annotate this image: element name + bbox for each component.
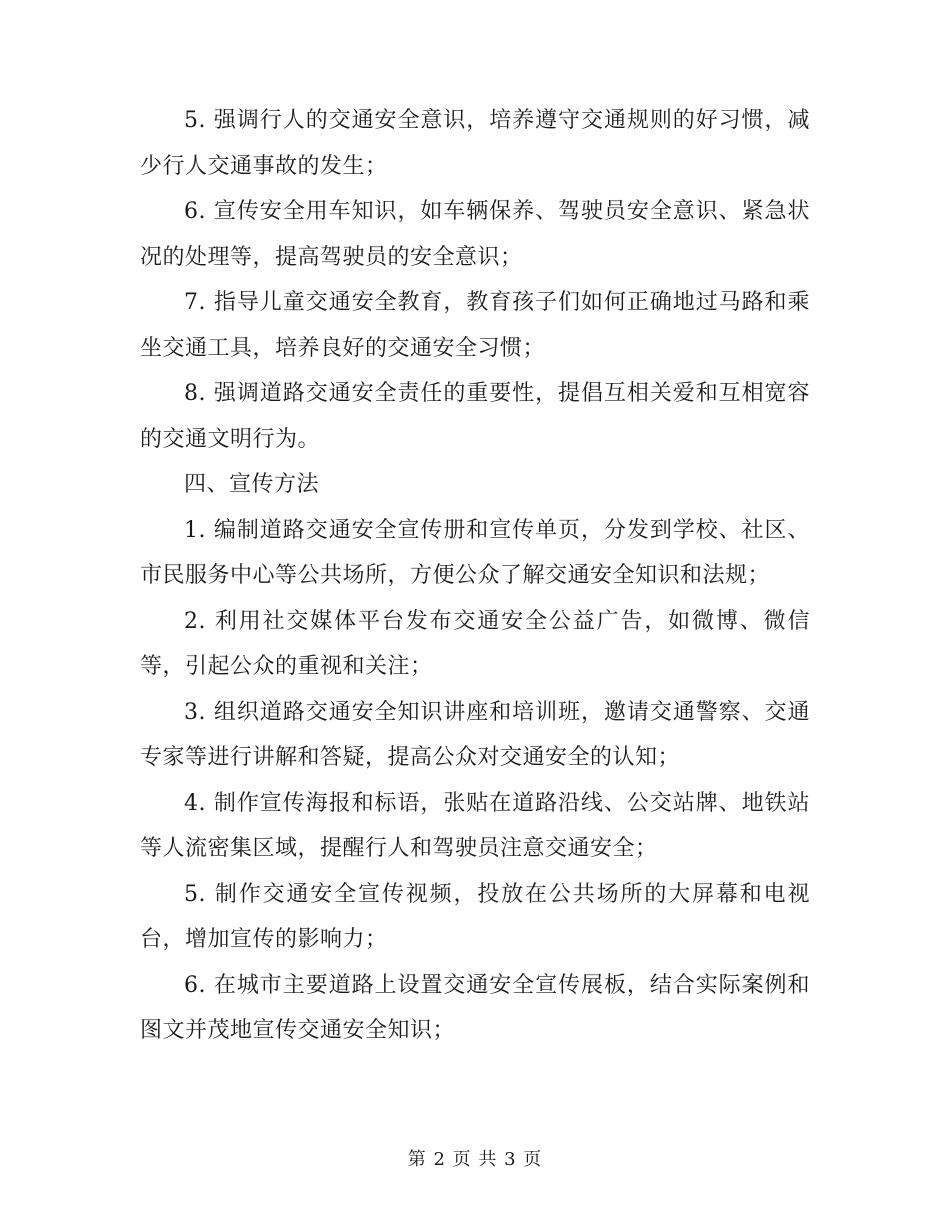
paragraph-item-7: 7. 指导儿童交通安全教育，教育孩子们如何正确地过马路和乘坐交通工具，培养良好的交通安全习惯； — [140, 290, 810, 361]
method-item-6: 6. 在城市主要道路上设置交通安全宣传展板，结合实际案例和图文并茂地宣传交通安全知识； — [140, 972, 810, 1043]
method-item-3: 3. 组织道路交通安全知识讲座和培训班，邀请交通警察、交通专家等进行讲解和答疑，提高公众对交通安全的认知； — [140, 699, 810, 770]
paragraph-item-6: 6. 宣传安全用车知识，如车辆保养、驾驶员安全意识、紧急状况的处理等，提高驾驶员的安全意识； — [140, 199, 810, 270]
section-heading: 四、宣传方法 — [184, 472, 320, 497]
page-footer: 第 2 页 共 3 页 — [407, 1149, 543, 1170]
method-item-4: 4. 制作宣传海报和标语，张贴在道路沿线、公交站牌、地铁站等人流密集区域，提醒行人和驾驶员注意交通安全； — [140, 790, 810, 861]
paragraph-item-8: 8. 强调道路交通安全责任的重要性，提倡互相关爱和互相宽容的交通文明行为。 — [140, 381, 810, 452]
method-item-1: 1. 编制道路交通安全宣传册和宣传单页，分发到学校、社区、市民服务中心等公共场所，方便公众了解交通安全知识和法规； — [140, 517, 810, 588]
document-body — [140, 98, 810, 1054]
method-item-2: 2. 利用社交媒体平台发布交通安全公益广告，如微博、微信等，引起公众的重视和关注； — [140, 608, 810, 679]
paragraph-item-5: 5. 强调行人的交通安全意识，培养遵守交通规则的好习惯，减少行人交通事故的发生； — [140, 108, 810, 179]
method-item-5: 5. 制作交通安全宣传视频，投放在公共场所的大屏幕和电视台，增加宣传的影响力； — [140, 881, 810, 952]
